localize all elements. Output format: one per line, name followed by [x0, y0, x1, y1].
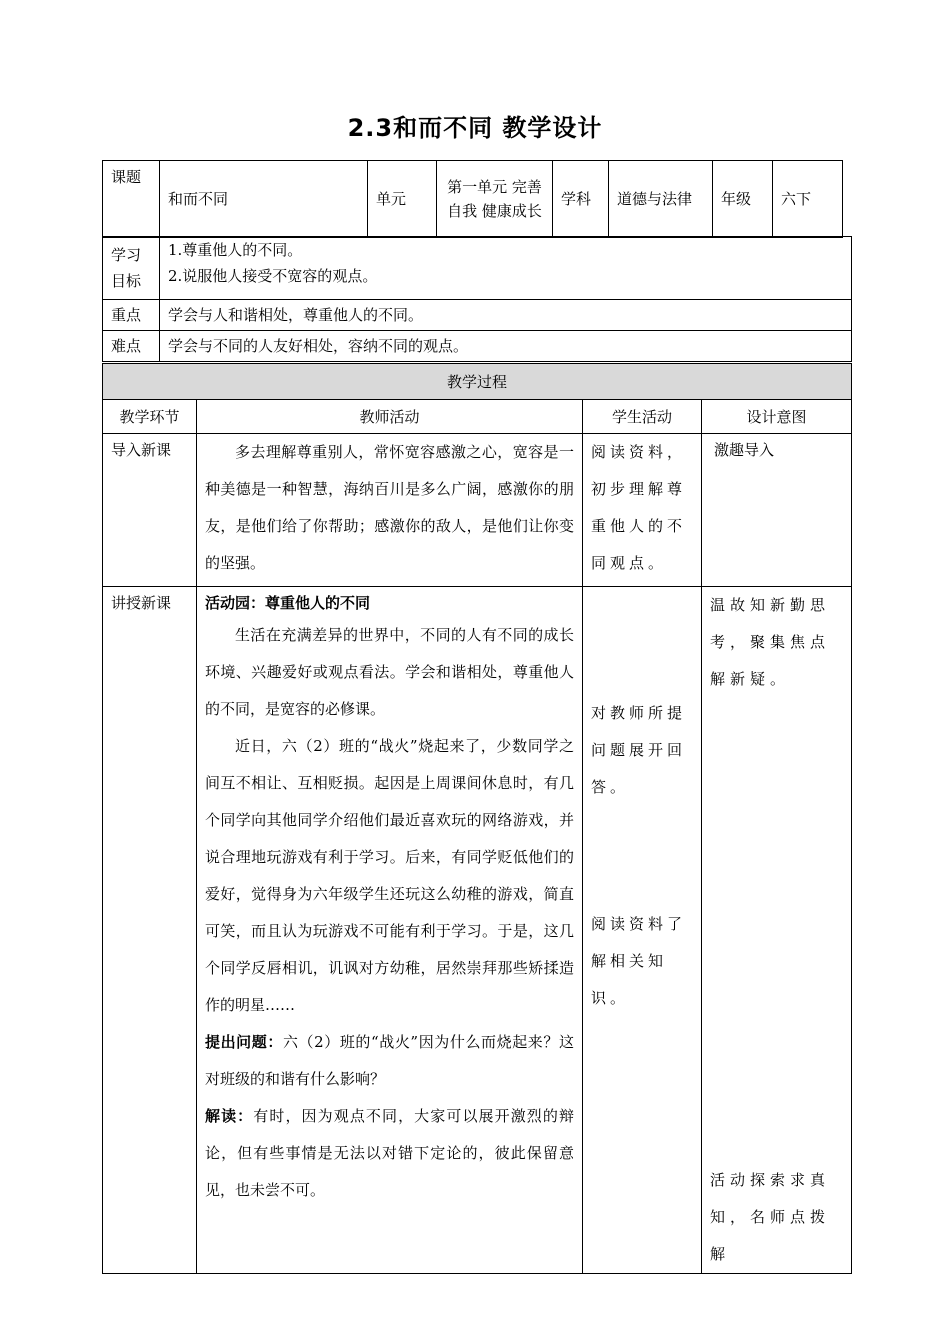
grade-label: 年级 [713, 161, 773, 238]
process-table [102, 363, 852, 1274]
row2-teacher [197, 587, 583, 1274]
row2-student [583, 587, 702, 1274]
paragraph-2: 近日，六（2）班的“战火”烧起来了，少数同学之间互不相让、互相贬损。起因是上周课间休息时，有几个同学向其他同学介绍他们最近喜欢玩的网络游戏，并说合理地玩游戏有利于学习。后来，有同学贬低他们的爱好，觉得身为六年级学生还玩这么幼稚的游戏，简直可笑，而且认为玩游戏不可能有利于学习。于是，这几个同学反唇相讥，讥讽对方幼稚，居然崇拜那些矫揉造作的明星…… [205, 737, 574, 1014]
process-header: 教学过程 [103, 364, 852, 400]
row1-student: 阅读资料，初步理解尊重他人的不同观点。 [583, 434, 702, 587]
subject-value: 道德与法律 [609, 161, 713, 238]
difficulty-text: 学会与不同的人友好相处，容纳不同的观点。 [160, 331, 852, 362]
key-label: 重点 [103, 300, 160, 331]
row2-stage: 讲授新课 [103, 587, 197, 1274]
answer: 解读：有时，因为观点不同，大家可以展开激烈的辩论，但有些事情是无法以对错下定论的，彼此保留意见，也未尝不可。 [205, 1107, 574, 1199]
row1-stage: 导入新课 [103, 434, 197, 587]
unit-value: 第一单元 完善自我 健康成长 [437, 161, 553, 238]
grade-value: 六下 [773, 161, 843, 238]
goals-list [160, 237, 852, 300]
question: 提出问题：六（2）班的“战火”因为什么而烧起来？这对班级的和谐有什么影响？ [205, 1033, 574, 1088]
unit-label: 单元 [368, 161, 437, 238]
col-student: 学生活动 [583, 400, 702, 434]
student-activity-2: 阅读资料了解相关知识。 [591, 915, 687, 1007]
subject-label: 学科 [553, 161, 609, 238]
goals-label: 学习目标 [103, 237, 160, 300]
intent-1: 温故知新勤思考，聚集焦点解新疑。 [710, 596, 831, 688]
info-table [102, 160, 843, 238]
page-title: 2.3和而不同 教学设计 [347, 114, 603, 142]
goals-table [102, 236, 852, 362]
paragraph-1: 生活在充满差异的世界中，不同的人有不同的成长环境、兴趣爱好或观点看法。学会和谐相处，尊重他人的不同，是宽容的必修课。 [205, 626, 574, 718]
difficulty-label: 难点 [103, 331, 160, 362]
col-teacher: 教师活动 [197, 400, 583, 434]
row2-intent [702, 587, 852, 1274]
row1-intent: 激趣导入 [702, 434, 852, 587]
col-stage: 教学环节 [103, 400, 197, 434]
topic-value: 和而不同 [160, 161, 368, 238]
key-text: 学会与人和谐相处，尊重他人的不同。 [160, 300, 852, 331]
student-activity-1: 对教师所提问题展开回答。 [591, 704, 687, 796]
goal-item: 1.尊重他人的不同。 [168, 241, 303, 259]
goal-item: 2.说服他人接受不宽容的观点。 [168, 267, 378, 285]
activity-title: 活动园：尊重他人的不同 [205, 594, 371, 612]
col-intent: 设计意图 [702, 400, 852, 434]
row1-teacher: 多去理解尊重别人，常怀宽容感激之心，宽容是一种美德是一种智慧，海纳百川是多么广阔，感激你的朋友，是他们给了你帮助；感激你的敌人，是他们让你变的坚强。 [197, 434, 583, 587]
intent-2: 活动探索求真知，名师点拨解 [710, 1171, 831, 1263]
topic-label: 课题 [103, 161, 160, 238]
